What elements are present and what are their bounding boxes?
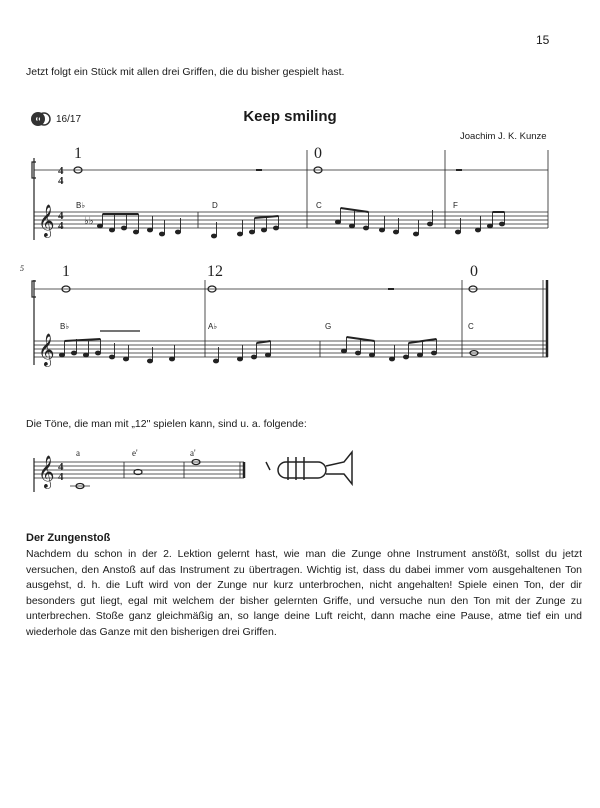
rest (256, 169, 262, 171)
melody-notes (59, 208, 504, 363)
time-sig-top: 4 (58, 461, 64, 473)
score (0, 140, 600, 380)
note-examples (0, 440, 600, 500)
note-label: a (76, 448, 80, 458)
fingering-label: 12 (207, 263, 223, 280)
notes-intro: Die Töne, die man mit „12" spielen kann, sind u. a. folgende: (26, 418, 307, 430)
rest (456, 169, 462, 171)
fingering-label: 1 (62, 263, 70, 280)
fingering-label: 1 (74, 145, 82, 162)
chord-symbol: D (212, 201, 218, 210)
chord-symbol: F (453, 201, 458, 210)
fingering-label: 0 (314, 145, 322, 162)
flat-sign: ♭♭ (84, 216, 94, 227)
chord-symbol: C (468, 322, 474, 331)
treble-clef: 𝄞 (38, 335, 55, 366)
measure-number: 5 (20, 264, 24, 273)
time-sig-bottom: 4 (58, 220, 64, 232)
treble-clef: 𝄞 (38, 457, 55, 488)
composer: Joachim J. K. Kunze (460, 131, 547, 142)
chord-symbol: B♭ (76, 201, 86, 210)
time-sig-bottom: 4 (58, 175, 64, 187)
time-sig-top: 4 (58, 210, 64, 222)
intro-text: Jetzt folgt ein Stück mit allen drei Griffen, die du bisher gespielt hast. (26, 66, 345, 78)
chord-symbol: B♭ (60, 322, 70, 331)
trumpet-icon (266, 452, 352, 484)
rest (388, 288, 394, 290)
time-sig-bottom: 4 (58, 471, 64, 483)
note-label: e' (132, 448, 138, 458)
page-number: 15 (536, 33, 550, 47)
chord-symbol: C (316, 201, 322, 210)
treble-clef: 𝄞 (38, 206, 55, 237)
song-title: Keep smiling (243, 108, 337, 125)
track-label: 16/17 (56, 113, 82, 125)
section-heading: Der Zungenstoß (26, 532, 111, 544)
chord-symbol: A♭ (208, 322, 218, 331)
time-sig-top: 4 (58, 165, 64, 177)
body-paragraph: Nachdem du schon in der 2. Lektion gelernt hast, wie man die Zunge ohne Instrument anstößt, sollst du jetzt versuchen, den Anstoß auf das Instrument zu übertragen. Wichtig ist, dass du dabei immer vom ausgehaltenen Ton ausgehst, d. h. die Luft wird von der Zunge nur kurz unterbrochen, nicht angehalten! Spiele einen Ton, der dir besonders gut liegt, egal mit welchem der bisher gelernten Griffe, und versuche nun den Ton mit der Zunge zu unterbrechen. Stoße ganz gleichmäßig an, so lange deine Luft reicht, dann mache eine Pause, atme tief ein und wiederhole das Ganze mit den bisherigen drei Griffen. (26, 548, 582, 638)
chord-symbol: G (325, 322, 332, 331)
note-label: a' (190, 448, 196, 458)
fingering-label: 0 (470, 263, 478, 280)
